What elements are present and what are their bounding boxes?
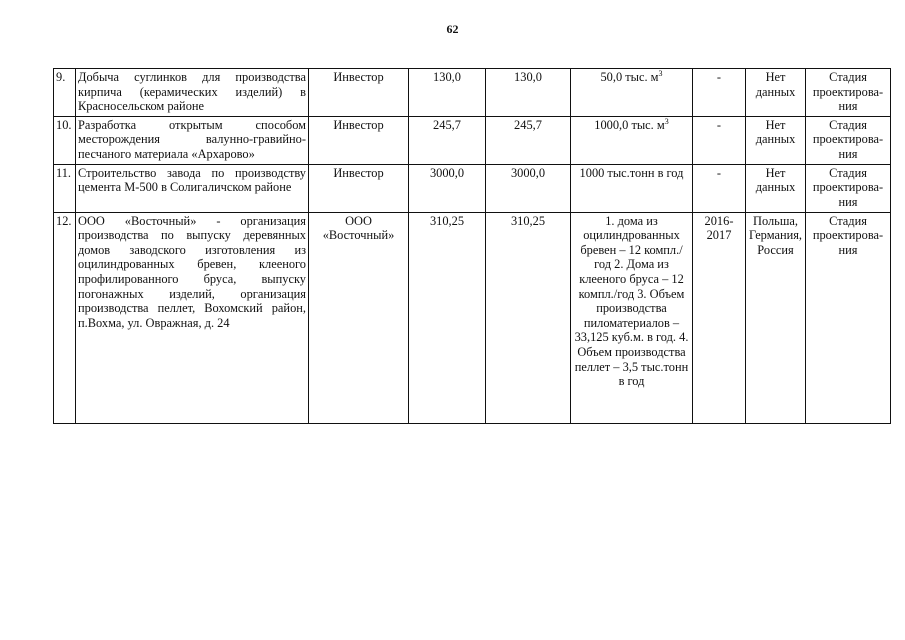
project-initiator: Инвестор bbox=[309, 69, 409, 117]
implementation-period: - bbox=[693, 116, 746, 164]
project-stage: Стадия проектирова-ния bbox=[806, 212, 891, 423]
capacity-cell bbox=[571, 116, 693, 164]
table-row bbox=[54, 164, 891, 212]
table-row bbox=[54, 69, 891, 117]
total-cost: 245,7 bbox=[409, 116, 486, 164]
total-cost: 3000,0 bbox=[409, 164, 486, 212]
total-cost: 310,25 bbox=[409, 212, 486, 423]
row-number: 11. bbox=[54, 164, 76, 212]
table-row bbox=[54, 116, 891, 164]
row-number: 9. bbox=[54, 69, 76, 117]
capacity-value: 1000 тыс.тонн в год bbox=[571, 164, 693, 212]
row-number: 10. bbox=[54, 116, 76, 164]
project-stage: Стадия проектирова-ния bbox=[806, 116, 891, 164]
project-description: Добыча суглинков для производства кирпича (керамических изделий) в Красносельском районе bbox=[76, 69, 309, 117]
project-description: Строительство завода по производству цемента М-500 в Солигаличском районе bbox=[76, 164, 309, 212]
project-stage: Стадия проектирова-ния bbox=[806, 164, 891, 212]
capacity-cell bbox=[571, 69, 693, 117]
projects-table bbox=[53, 68, 891, 424]
project-description: Разработка открытым способом месторождения валунно-гравийно-песчаного материала «Архарово» bbox=[76, 116, 309, 164]
implementation-period: - bbox=[693, 69, 746, 117]
implementation-period: - bbox=[693, 164, 746, 212]
investment-amount: 310,25 bbox=[486, 212, 571, 423]
countries-cell: Нет данных bbox=[746, 164, 806, 212]
countries-cell: Нет данных bbox=[746, 116, 806, 164]
implementation-period: 2016-2017 bbox=[693, 212, 746, 423]
capacity-value: 1000,0 тыс. м bbox=[594, 117, 665, 132]
project-initiator: Инвестор bbox=[309, 164, 409, 212]
page-number: 62 bbox=[446, 22, 459, 36]
project-initiator: Инвестор bbox=[309, 116, 409, 164]
countries-cell: Польша, Германия, Россия bbox=[746, 212, 806, 423]
investment-amount: 3000,0 bbox=[486, 164, 571, 212]
capacity-unit-exponent: 3 bbox=[664, 116, 669, 126]
table-row bbox=[54, 212, 891, 423]
capacity-value: 1. дома из оцилиндрованных бревен – 12 компл./год 2. Дома из клееного бруса – 12 компл./год 3. Объем производства пиломатериалов – 33,125 куб.м. в год. 4. Объем производства пеллет – 3,5 тыс.тонн в год bbox=[571, 212, 693, 423]
project-stage: Стадия проектирова-ния bbox=[806, 69, 891, 117]
countries-cell: Нет данных bbox=[746, 69, 806, 117]
capacity-unit-exponent: 3 bbox=[658, 68, 663, 78]
capacity-value: 50,0 тыс. м bbox=[600, 70, 659, 84]
investment-amount: 130,0 bbox=[486, 69, 571, 117]
row-number: 12. bbox=[54, 212, 76, 423]
project-description: ООО «Восточный» - организация производства по выпуску деревянных домов заводского изготовления из оцилиндрованных бревен, клееного профилированного бруса, выпуску погонажных изделий, организация производства пеллет, Вохомский район, п.Вохма, ул. Овражная, д. 24 bbox=[76, 212, 309, 423]
investment-amount: 245,7 bbox=[486, 116, 571, 164]
total-cost: 130,0 bbox=[409, 69, 486, 117]
project-initiator: ООО «Восточный» bbox=[309, 212, 409, 423]
